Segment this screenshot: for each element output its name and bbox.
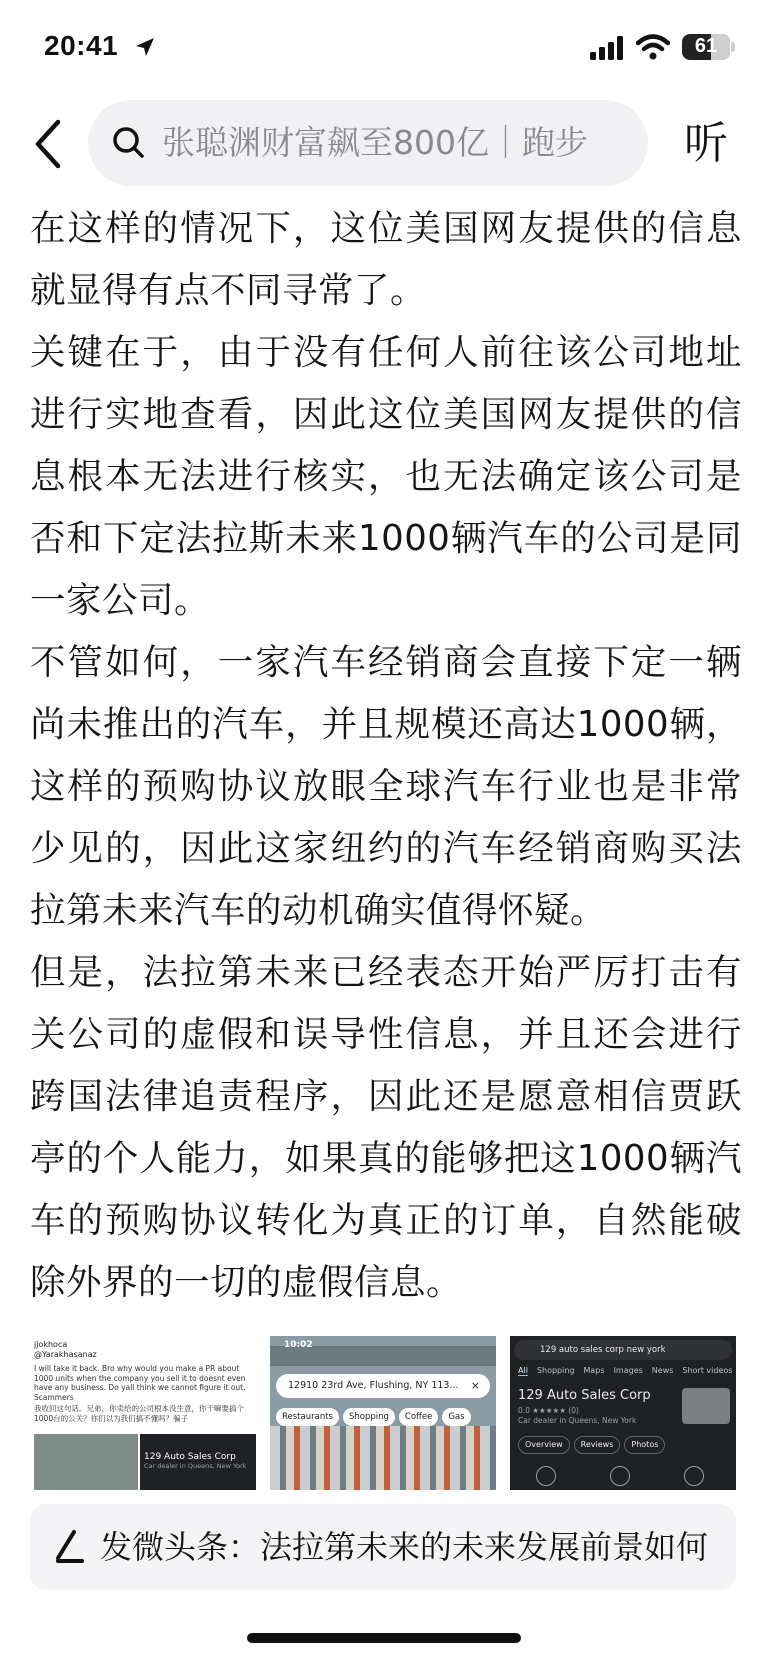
result-tab: Images: [613, 1366, 643, 1375]
tweet-handle: jjokhoca: [34, 1340, 68, 1349]
map-chips: [276, 1404, 475, 1426]
cellular-signal-icon: [590, 36, 624, 60]
result-subtitle: Car dealer in Queens, New York: [518, 1416, 637, 1425]
tweet-screenshot-image[interactable]: [30, 1336, 256, 1490]
battery-indicator: [682, 34, 730, 60]
pen-icon: [52, 1528, 84, 1566]
result-tab: Short videos: [682, 1366, 733, 1375]
result-title: 129 Auto Sales Corp: [518, 1388, 651, 1403]
directions-icon: [536, 1466, 556, 1486]
result-button: Photos: [624, 1436, 665, 1454]
result-button: Reviews: [574, 1436, 621, 1454]
listen-button[interactable]: 听: [684, 118, 728, 169]
map-chip: Gas: [442, 1408, 470, 1426]
status-bar: [0, 0, 768, 96]
map-address: 12910 23rd Ave, Flushing, NY 113...: [288, 1380, 459, 1391]
business-name: 129 Auto Sales Corp: [144, 1452, 236, 1462]
article-paragraph: 不管如何，一家汽车经销商会直接下定一辆尚未推出的汽车，并且规模还高达1000辆，这样的预购协议放眼全球汽车行业也是非常少见的，因此这家纽约的汽车经销商购买法拉第未来汽车的动机确实值得怀疑。: [30, 642, 742, 931]
status-time: 20:41: [44, 30, 119, 61]
tweet-text-zh: 我收回这句话。兄弟，你卖给的公司根本没生意，你干嘛要搞个1000台的公关？你们以为我们搞不懂吗？骗子: [34, 1404, 244, 1423]
parking-lot-satellite: [270, 1426, 496, 1490]
location-arrow-icon: [134, 36, 156, 58]
top-header: [0, 100, 768, 188]
back-icon[interactable]: [30, 118, 70, 170]
map-chip: Coffee: [399, 1408, 438, 1426]
tweet-username: @Yarakhasanaz: [34, 1350, 97, 1359]
map-screenshot-image[interactable]: [270, 1336, 496, 1490]
close-icon: ×: [470, 1379, 480, 1392]
result-rating: 0.0 ★★★★★ (0): [518, 1406, 579, 1415]
image-strip: [30, 1336, 736, 1490]
map-address-bar: [276, 1374, 490, 1398]
result-tab: Maps: [583, 1366, 605, 1375]
article-body: [30, 198, 742, 1314]
satellite-map-thumbnail: [34, 1434, 138, 1490]
search-placeholder: 张聪渊财富飙至800亿｜跑步: [162, 123, 588, 162]
map-time: 10:02: [284, 1340, 313, 1350]
result-button: Overview: [518, 1436, 570, 1454]
result-tab: News: [651, 1366, 674, 1375]
tweet-text-en: I will take it back. Bro why would you make a PR about 1000 units when the company you sell it to doesnt even have any business. Do yall think we cannot figure it out. Scammers: [34, 1364, 246, 1402]
article-paragraph: 在这样的情况下，这位美国网友提供的信息就显得有点不同寻常了。: [30, 208, 742, 311]
post-microheadline-bar[interactable]: [30, 1504, 736, 1590]
business-subtitle: Car dealer in Queens, New York: [144, 1462, 247, 1470]
article-paragraph: 但是，法拉第未来已经表态开始严厉打击有关公司的虚假和误导性信息，并且还会进行跨国法律追责程序，因此还是愿意相信贾跃亭的个人能力，如果真的能够把这1000辆汽车的预购协议转化为真正的订单，自然能破除外界的一切的虚假信息。: [30, 952, 742, 1303]
battery-level: 61: [694, 35, 718, 57]
result-buttons: [518, 1432, 669, 1454]
result-photo: [682, 1388, 730, 1424]
search-result-screenshot-image[interactable]: [510, 1336, 736, 1490]
result-tab: Shopping: [536, 1366, 575, 1375]
map-chip: Restaurants: [276, 1408, 339, 1426]
result-tabs: [518, 1366, 736, 1375]
share-icon: [610, 1466, 630, 1486]
post-prompt-text: 发微头条：法拉第未来的未来发展前景如何: [100, 1528, 709, 1566]
business-card: [140, 1434, 256, 1490]
wifi-icon: [636, 34, 670, 60]
result-search-query: 129 auto sales corp new york: [514, 1340, 732, 1360]
home-indicator[interactable]: [247, 1633, 521, 1643]
article-paragraph: 关键在于，由于没有任何人前往该公司地址进行实地查看，因此这位美国网友提供的信息根本无法进行核实，也无法确定该公司是否和下定法拉斯未来1000辆汽车的公司是同一家公司。: [30, 332, 742, 621]
result-tab: All: [518, 1366, 528, 1375]
search-icon: [110, 124, 148, 162]
search-bar[interactable]: [88, 100, 648, 186]
map-chip: Shopping: [343, 1408, 395, 1426]
result-action-row: [510, 1460, 736, 1490]
save-icon: [684, 1466, 704, 1486]
